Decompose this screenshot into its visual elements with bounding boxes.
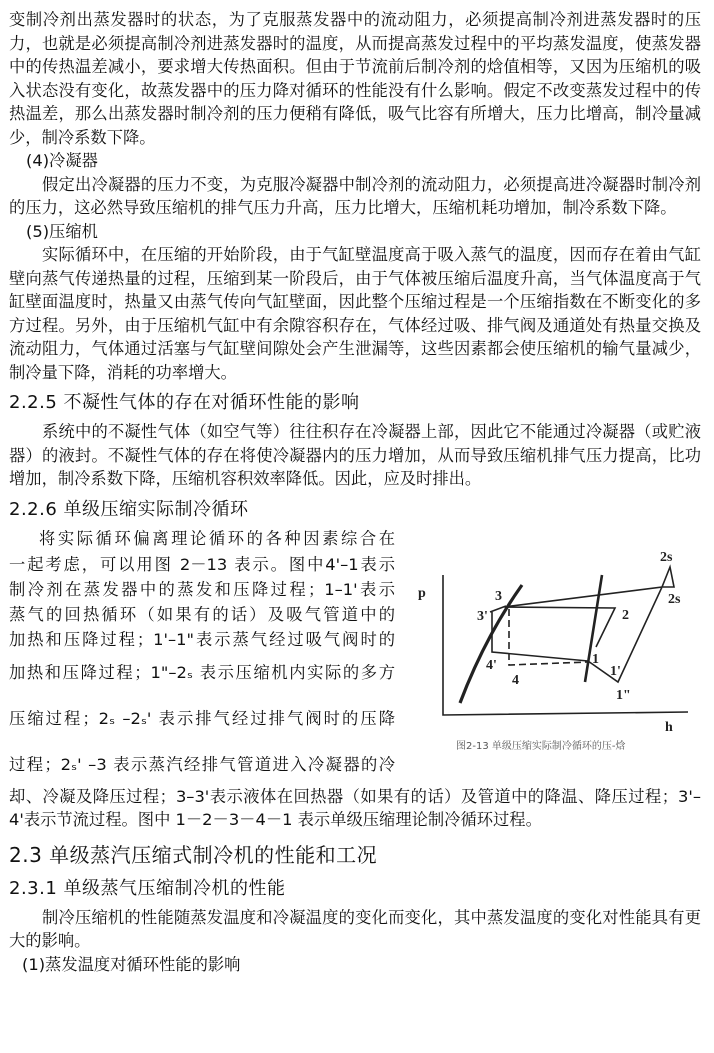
actual-cycle-low [490,606,588,661]
figure-text-line: 过程；2ₛ' –3 表示蒸汽经排气管道进入冷凝器的冷 [9,754,395,774]
heading-2-3-1: 2.3.1 单级蒸气压缩制冷机的性能 [9,877,286,899]
point-label: 1 [592,651,599,667]
figure-section [9,527,701,785]
subheading-evaporation-temperature: (1)蒸发温度对循环性能的影响 [22,954,241,974]
paragraph-noncondensable: 系统中的不凝性气体（如空气等）往往积存在冷凝器上部，因此它不能通过冷凝器（或贮液器）的液封。不凝性气体的存在将使冷凝器内的压力增加，从而导致压缩机排气压力提高，比功增加，制冷系数下降，压缩机容积效率降低。因此，应及时排出。 [9,422,701,488]
figure-text-line: 加热和压降过程；1"–2ₛ 表示压缩机内实际的多方 [9,662,395,682]
point-label: 4 [512,672,519,688]
subheading-compressor: (5)压缩机 [26,221,98,241]
figure-text-line: 加热和压降过程；1'–1"表示蒸气经过吸气阀时的 [9,629,395,649]
figure-text-line: 压缩过程；2ₛ –2ₛ' 表示排气经过排气阀时的压降 [9,708,395,728]
theoretical-compression [506,607,615,647]
figure-text-line: 制冷剂在蒸发器中的蒸发和压降过程；1–1'表示 [9,579,395,599]
point-label: 4' [486,657,497,673]
figure-text-line: 蒸气的回热循环（如果有的话）及吸气管道中的 [9,604,395,624]
y-axis-label: p [418,585,426,601]
point-label: 1" [616,687,631,703]
figure-text-line: 将实际循环偏离理论循环的各种因素综合在 [39,528,395,548]
paragraph-compressor: 实际循环中，在压缩的开始阶段，由于气缸壁温度高于吸入蒸气的温度，因而存在着由气缸壁向蒸气传递热量的过程，压缩到某一阶段后，由于气体被压缩后温度升高，当气体温度高于气缸壁面温度时，热量又由蒸气传向气缸壁面，因此整个压缩过程是一个压缩指数在不断变化的多方过程。另外，由于压缩机气缸中有余隙容积存在，气体经过吸、排气阀及通道处有热量交换及流动阻力，气体通过活塞与气缸壁间隙处会产生泄漏等，这些因素都会使压缩机的输气量减少，制冷量下降，消耗的功率增大。 [9,245,701,382]
subheading-condenser: (4)冷凝器 [26,151,98,170]
paragraph-performance: 制冷压缩机的性能随蒸发温度和冷凝温度的变化而变化，其中蒸发温度的变化对性能具有更大的影响。 [9,907,701,950]
heading-2-2-6: 2.2.6 单级压缩实际制冷循环 [9,498,249,520]
heading-2-3: 2.3 单级蒸汽压缩式制冷机的性能和工况 [9,842,378,867]
point-label: 3' [477,608,488,624]
point-label: 3 [495,588,502,604]
axes [443,575,688,715]
x-axis-label: h [665,719,673,735]
figure-caption: 图2-13 单级压缩实际制冷循环的压-焓 [456,740,626,752]
point-label: 2 [622,607,629,623]
pressure-enthalpy-diagram [420,527,714,757]
point-label: 1' [610,663,621,679]
figure-text-line: 一起考虑，可以用图 2－13 表示。图中4'–1表示 [9,554,395,574]
paragraph-condenser: 假定出冷凝器的压力不变，为克服冷凝器中制冷剂的流动阻力，必须提高进冷凝器时制冷剂的压力，这必然导致压缩机的排气压力升高，压力比增大，压缩机耗功增加，制冷系数下降。 [9,174,701,217]
heading-2-2-5: 2.2.5 不凝性气体的存在对循环性能的影响 [9,392,360,413]
paragraph-evaporator: 变制冷剂出蒸发器时的状态，为了克服蒸发器中的流动阻力，必须提高制冷剂进蒸发器时的压力，也就是必须提高制冷剂进蒸发器时的温度，从而提高蒸发过程中的平均蒸发温度，使蒸发器中的传热温差减小，要求增大传热面积。但由于节流前后制冷剂的焓值相等，又因为压缩机的吸入状态没有变化，故蒸发器中的压力降对循环的性能没有什么影响。假定不改变蒸发过程中的传热温差，那么出蒸发器时制冷剂的压力便稍有降低，吸气比容有所增大，压力比增高，制冷量减少，制冷系数下降。 [9,10,701,147]
paragraph-actual-cycle-end: 却、冷凝及降压过程；3–3'表示液体在回热器（如果有的话）及管道中的降温、降压过程；3'–4'表示节流过程。图中 1－2－3－4－1 表示单级压缩理论制冷循环过程。 [9,786,701,829]
point-label: 2s [660,549,673,565]
point-label: 2s [668,591,681,607]
